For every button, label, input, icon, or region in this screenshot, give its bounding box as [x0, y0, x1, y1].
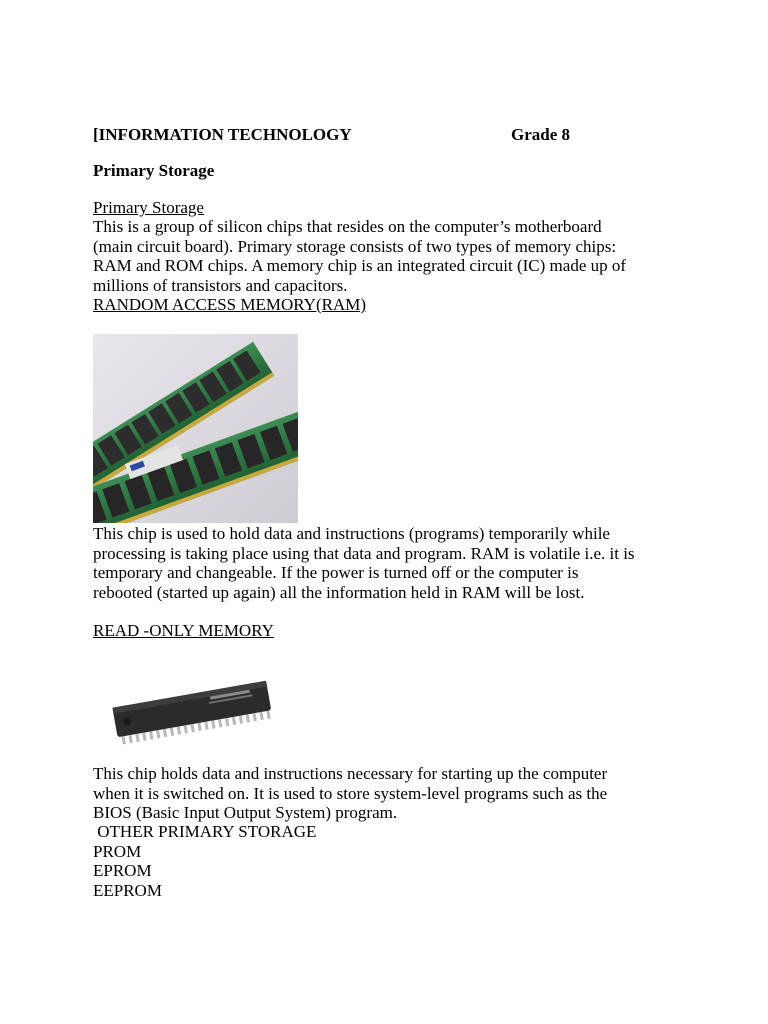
page-heading: Primary Storage: [93, 161, 215, 180]
paragraph-line: RAM and ROM chips. A memory chip is an integrated circuit (IC) made up of: [93, 256, 627, 275]
paragraph-line: when it is switched on. It is used to store system-level programs such as the: [93, 783, 608, 803]
paragraph-line: This chip holds data and instructions necessary for starting up the computer: [93, 764, 608, 783]
ram-paragraph: [93, 524, 693, 602]
paragraph-line: processing is taking place using that data and program. RAM is volatile i.e. it is: [93, 543, 635, 563]
list-item: PROM: [93, 841, 142, 861]
rom-chip-image: [108, 672, 276, 748]
list-item: EPROM: [93, 861, 152, 880]
paragraph-line: BIOS (Basic Input Output System) program.: [93, 803, 398, 822]
other-storage-title: OTHER PRIMARY STORAGE: [93, 822, 317, 841]
paragraph-line: (main circuit board). Primary storage consists of two types of memory chips:: [93, 236, 617, 256]
ram-module-image: [93, 334, 298, 523]
subject-title: [INFORMATION TECHNOLOGY: [93, 125, 352, 144]
section-title-ram: RANDOM ACCESS MEMORY(RAM): [93, 295, 366, 314]
primary-storage-paragraph: [93, 217, 693, 295]
paragraph-line: rebooted (started up again) all the information held in RAM will be lost.: [93, 582, 585, 602]
grade-label: Grade 8: [511, 125, 571, 144]
section-title-primary-storage: Primary Storage: [93, 198, 204, 217]
other-primary-storage-list: [93, 822, 693, 900]
section-title-rom: READ -ONLY MEMORY: [93, 621, 274, 640]
rom-paragraph: [93, 764, 693, 823]
paragraph-line: This is a group of silicon chips that resides on the computer’s motherboard: [93, 217, 602, 236]
paragraph-line: This chip is used to hold data and instructions (programs) temporarily while: [93, 524, 610, 543]
list-item: EEPROM: [93, 880, 162, 900]
paragraph-line: millions of transistors and capacitors.: [93, 275, 348, 295]
paragraph-line: temporary and changeable. If the power is turned off or the computer is: [93, 563, 579, 582]
